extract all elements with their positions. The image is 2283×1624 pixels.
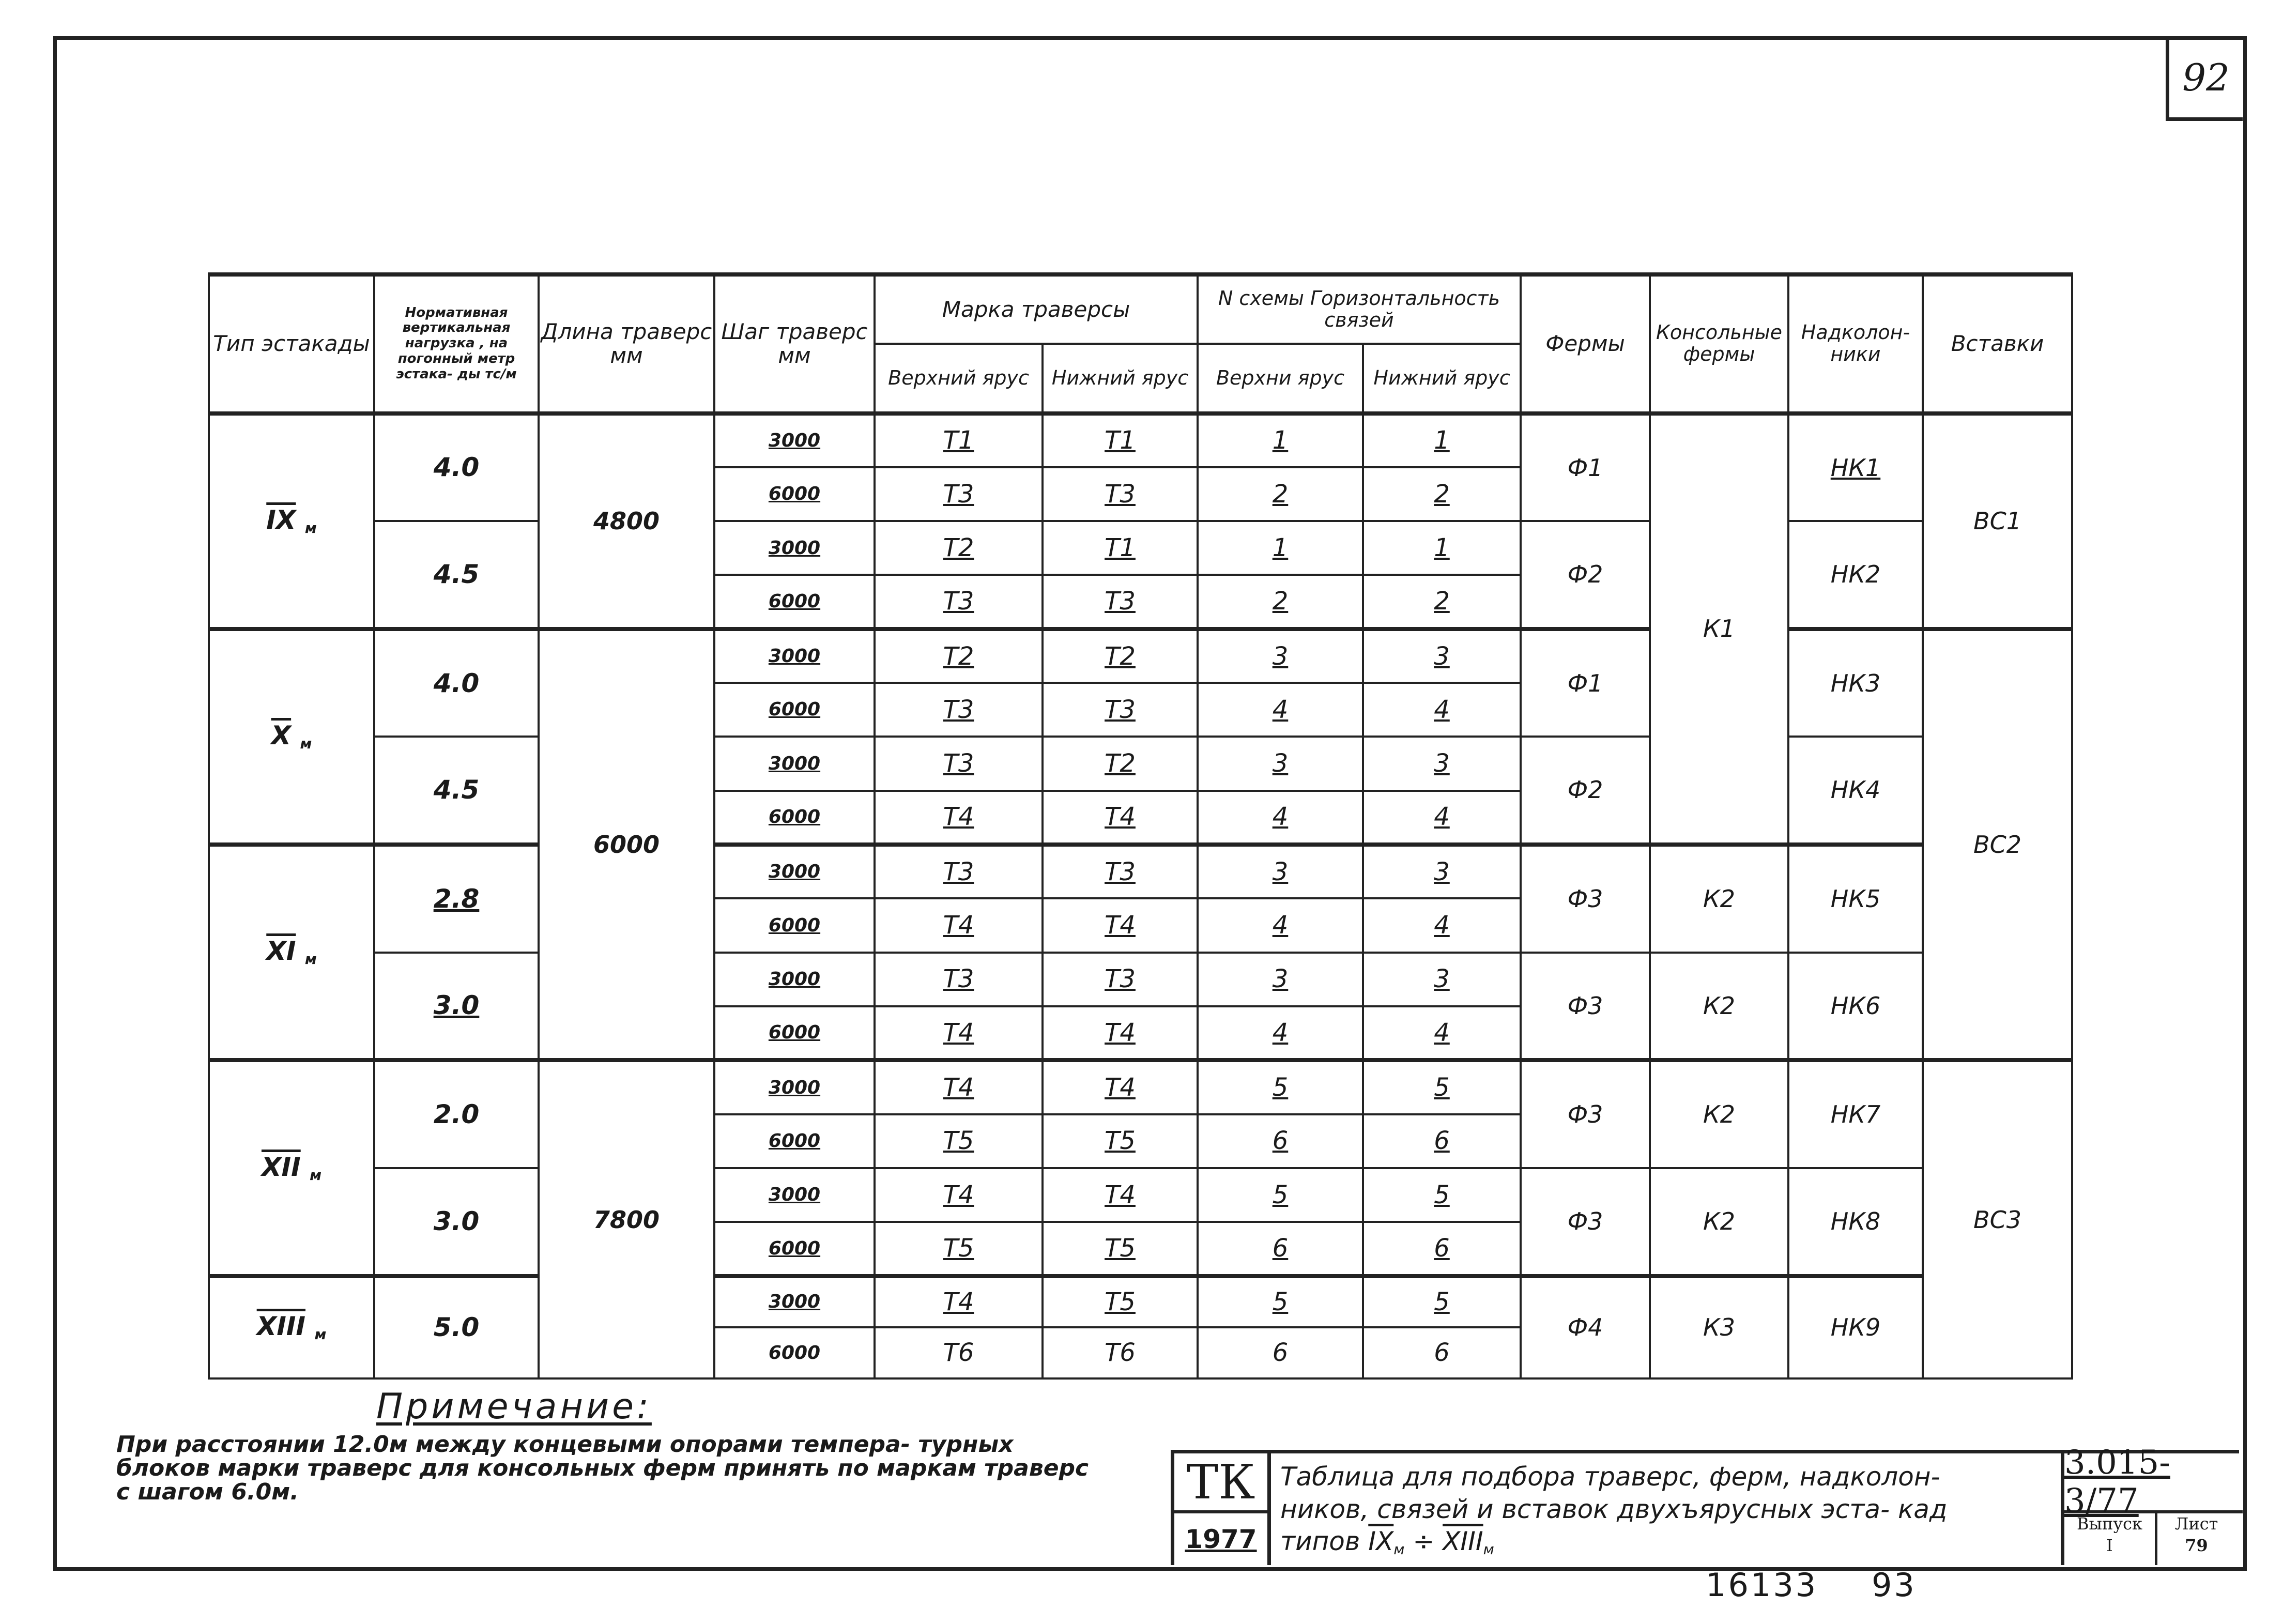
load-cell: 2.0 bbox=[374, 1060, 539, 1168]
header-lower-tier-scheme: Нижний ярус bbox=[1363, 344, 1521, 413]
upper-mark-cell: Т2 bbox=[875, 521, 1043, 575]
step-cell: 3000 bbox=[714, 953, 875, 1006]
type-cell: $\overline{X}$ $_м$ bbox=[209, 629, 374, 845]
upper-mark-cell: Т1 bbox=[875, 413, 1043, 467]
lower-scheme-cell: 4 bbox=[1363, 1006, 1521, 1060]
truss-cell: Ф3 bbox=[1521, 1060, 1650, 1168]
lower-scheme-cell: 6 bbox=[1363, 1114, 1521, 1168]
lower-scheme-cell: 2 bbox=[1363, 467, 1521, 521]
step-cell: 6000 bbox=[714, 1222, 875, 1276]
archive-numbers: 16133 93 bbox=[1706, 1566, 1917, 1604]
type-cell: $\overline{XI}$ $_м$ bbox=[209, 845, 374, 1060]
upper-scheme-cell: 4 bbox=[1198, 1006, 1363, 1060]
truss-cell: Ф4 bbox=[1521, 1276, 1650, 1378]
issue-label: Выпуск I bbox=[2061, 1513, 2157, 1565]
load-cell: 4.0 bbox=[374, 413, 539, 522]
upper-scheme-cell: 1 bbox=[1198, 521, 1363, 575]
upper-scheme-cell: 4 bbox=[1198, 683, 1363, 737]
step-cell: 6000 bbox=[714, 1006, 875, 1060]
step-cell: 3000 bbox=[714, 1060, 875, 1114]
length-cell: 6000 bbox=[539, 629, 714, 1061]
lower-scheme-cell: 3 bbox=[1363, 737, 1521, 790]
lower-scheme-cell: 4 bbox=[1363, 683, 1521, 737]
step-cell: 6000 bbox=[714, 575, 875, 629]
lower-scheme-cell: 6 bbox=[1363, 1327, 1521, 1378]
year-label: 1977 bbox=[1174, 1513, 1271, 1565]
lower-mark-cell: Т4 bbox=[1043, 1060, 1198, 1114]
column-cell: НК5 bbox=[1788, 845, 1923, 953]
column-cell: НК1 bbox=[1788, 413, 1923, 522]
upper-mark-cell: Т4 bbox=[875, 898, 1043, 952]
load-cell: 3.0 bbox=[374, 953, 539, 1061]
step-cell: 3000 bbox=[714, 521, 875, 575]
lower-mark-cell: Т3 bbox=[1043, 467, 1198, 521]
header-scheme: N схемы Горизонтальность связей bbox=[1198, 274, 1521, 344]
lower-mark-cell: Т4 bbox=[1043, 791, 1198, 845]
header-step: Шаг траверс мм bbox=[714, 274, 875, 413]
header-load: Нормативная вертикальная нагрузка , на погонный метр эстака- ды тс/м bbox=[374, 274, 539, 413]
load-cell: 2.8 bbox=[374, 845, 539, 953]
step-cell: 6000 bbox=[714, 791, 875, 845]
truss-cell: Ф1 bbox=[1521, 629, 1650, 737]
step-cell: 3000 bbox=[714, 845, 875, 898]
truss-cell: Ф3 bbox=[1521, 1168, 1650, 1276]
note-title: Примечание: bbox=[376, 1386, 652, 1427]
lower-mark-cell: Т5 bbox=[1043, 1114, 1198, 1168]
upper-mark-cell: Т4 bbox=[875, 1060, 1043, 1114]
column-cell: НК2 bbox=[1788, 521, 1923, 629]
lower-mark-cell: Т5 bbox=[1043, 1276, 1198, 1327]
header-lower-tier: Нижний ярус bbox=[1043, 344, 1198, 413]
page-number: 92 bbox=[2166, 37, 2243, 121]
upper-scheme-cell: 2 bbox=[1198, 467, 1363, 521]
lower-mark-cell: Т5 bbox=[1043, 1222, 1198, 1276]
load-cell: 4.5 bbox=[374, 737, 539, 845]
lower-mark-cell: Т4 bbox=[1043, 1168, 1198, 1222]
lower-scheme-cell: 6 bbox=[1363, 1222, 1521, 1276]
lower-scheme-cell: 3 bbox=[1363, 845, 1521, 898]
console-cell: К1 bbox=[1650, 413, 1788, 845]
lower-scheme-cell: 5 bbox=[1363, 1060, 1521, 1114]
type-cell: $\overline{IX}$ $_м$ bbox=[209, 413, 374, 629]
lower-mark-cell: Т1 bbox=[1043, 413, 1198, 467]
lower-scheme-cell: 5 bbox=[1363, 1276, 1521, 1327]
console-cell: К2 bbox=[1650, 845, 1788, 953]
step-cell: 3000 bbox=[714, 629, 875, 683]
step-cell: 6000 bbox=[714, 1114, 875, 1168]
lower-mark-cell: Т4 bbox=[1043, 1006, 1198, 1060]
upper-mark-cell: Т4 bbox=[875, 1276, 1043, 1327]
upper-scheme-cell: 3 bbox=[1198, 953, 1363, 1006]
column-cell: НК4 bbox=[1788, 737, 1923, 845]
lower-mark-cell: Т3 bbox=[1043, 953, 1198, 1006]
lower-scheme-cell: 3 bbox=[1363, 953, 1521, 1006]
insert-cell: ВС1 bbox=[1923, 413, 2072, 629]
step-cell: 6000 bbox=[714, 898, 875, 952]
header-console-trusses: Консольные фермы bbox=[1650, 274, 1788, 413]
upper-scheme-cell: 3 bbox=[1198, 845, 1363, 898]
console-cell: К2 bbox=[1650, 1060, 1788, 1168]
lower-mark-cell: Т3 bbox=[1043, 575, 1198, 629]
upper-scheme-cell: 6 bbox=[1198, 1222, 1363, 1276]
note-text: При расстоянии 12.0м между концевыми опорами темпера- турных блоков марки траверс для консольных ферм принять по маркам траверс с шагом 6.0м. bbox=[116, 1431, 1089, 1506]
upper-mark-cell: Т4 bbox=[875, 791, 1043, 845]
upper-scheme-cell: 4 bbox=[1198, 791, 1363, 845]
step-cell: 6000 bbox=[714, 683, 875, 737]
upper-mark-cell: Т3 bbox=[875, 575, 1043, 629]
upper-mark-cell: Т3 bbox=[875, 683, 1043, 737]
lower-mark-cell: Т2 bbox=[1043, 737, 1198, 790]
header-length: Длина траверс мм bbox=[539, 274, 714, 413]
load-cell: 5.0 bbox=[374, 1276, 539, 1378]
truss-cell: Ф3 bbox=[1521, 845, 1650, 953]
lower-scheme-cell: 5 bbox=[1363, 1168, 1521, 1222]
lower-scheme-cell: 1 bbox=[1363, 413, 1521, 467]
lower-scheme-cell: 3 bbox=[1363, 629, 1521, 683]
upper-scheme-cell: 5 bbox=[1198, 1276, 1363, 1327]
truss-cell: Ф1 bbox=[1521, 413, 1650, 522]
length-cell: 7800 bbox=[539, 1060, 714, 1378]
type-cell: XIII $_м$ bbox=[209, 1276, 374, 1378]
upper-mark-cell: Т6 bbox=[875, 1327, 1043, 1378]
length-cell: 4800 bbox=[539, 413, 714, 629]
upper-scheme-cell: 6 bbox=[1198, 1114, 1363, 1168]
column-cell: НК3 bbox=[1788, 629, 1923, 737]
upper-mark-cell: Т3 bbox=[875, 953, 1043, 1006]
lower-scheme-cell: 4 bbox=[1363, 791, 1521, 845]
load-cell: 4.0 bbox=[374, 629, 539, 737]
upper-mark-cell: Т3 bbox=[875, 845, 1043, 898]
lower-mark-cell: Т3 bbox=[1043, 683, 1198, 737]
org-mark: ТК bbox=[1174, 1453, 1271, 1513]
drawing-code: 3.015-3/77 bbox=[2061, 1453, 2243, 1513]
header-type: Тип эстакады bbox=[209, 274, 374, 413]
step-cell: 6000 bbox=[714, 467, 875, 521]
lower-mark-cell: Т2 bbox=[1043, 629, 1198, 683]
upper-mark-cell: Т4 bbox=[875, 1006, 1043, 1060]
truss-cell: Ф2 bbox=[1521, 521, 1650, 629]
lower-scheme-cell: 4 bbox=[1363, 898, 1521, 952]
upper-mark-cell: Т2 bbox=[875, 629, 1043, 683]
upper-scheme-cell: 1 bbox=[1198, 413, 1363, 467]
step-cell: 6000 bbox=[714, 1327, 875, 1378]
column-cell: НК8 bbox=[1788, 1168, 1923, 1276]
step-cell: 3000 bbox=[714, 737, 875, 790]
upper-scheme-cell: 3 bbox=[1198, 737, 1363, 790]
upper-mark-cell: Т4 bbox=[875, 1168, 1043, 1222]
upper-scheme-cell: 3 bbox=[1198, 629, 1363, 683]
upper-mark-cell: Т5 bbox=[875, 1222, 1043, 1276]
header-inserts: Вставки bbox=[1923, 274, 2072, 413]
type-cell: $\overline{XII}$ $_м$ bbox=[209, 1060, 374, 1276]
lower-mark-cell: Т1 bbox=[1043, 521, 1198, 575]
insert-cell: ВС3 bbox=[1923, 1060, 2072, 1378]
header-upper-tier-scheme: Верхни ярус bbox=[1198, 344, 1363, 413]
console-cell: К2 bbox=[1650, 953, 1788, 1061]
lower-scheme-cell: 2 bbox=[1363, 575, 1521, 629]
upper-scheme-cell: 4 bbox=[1198, 898, 1363, 952]
column-cell: НК9 bbox=[1788, 1276, 1923, 1378]
lower-scheme-cell: 1 bbox=[1363, 521, 1521, 575]
column-cell: НК7 bbox=[1788, 1060, 1923, 1168]
upper-mark-cell: Т3 bbox=[875, 467, 1043, 521]
load-cell: 3.0 bbox=[374, 1168, 539, 1276]
truss-cell: Ф3 bbox=[1521, 953, 1650, 1061]
upper-scheme-cell: 5 bbox=[1198, 1168, 1363, 1222]
header-trusses: Фермы bbox=[1521, 274, 1650, 413]
upper-scheme-cell: 6 bbox=[1198, 1327, 1363, 1378]
lower-mark-cell: Т6 bbox=[1043, 1327, 1198, 1378]
lower-mark-cell: Т4 bbox=[1043, 898, 1198, 952]
upper-scheme-cell: 5 bbox=[1198, 1060, 1363, 1114]
sheet-label: Лист 79 bbox=[2174, 1514, 2218, 1555]
header-columns: Надколон- ники bbox=[1788, 274, 1923, 413]
step-cell: 3000 bbox=[714, 413, 875, 467]
header-upper-tier: Верхний ярус bbox=[875, 344, 1043, 413]
header-traverse-mark: Марка траверсы bbox=[875, 274, 1198, 344]
truss-cell: Ф2 bbox=[1521, 737, 1650, 845]
step-cell: 3000 bbox=[714, 1168, 875, 1222]
column-cell: НК6 bbox=[1788, 953, 1923, 1061]
selection-table bbox=[208, 272, 2073, 1380]
load-cell: 4.5 bbox=[374, 521, 539, 629]
drawing-title: Таблица для подбора траверс, ферм, надколон- ников, связей и вставок двухъярусных эста- кад типов $\overline{IX}_м$ ÷ $XIII_м$ bbox=[1280, 1462, 1948, 1558]
lower-mark-cell: Т3 bbox=[1043, 845, 1198, 898]
console-cell: К2 bbox=[1650, 1168, 1788, 1276]
upper-scheme-cell: 2 bbox=[1198, 575, 1363, 629]
step-cell: 3000 bbox=[714, 1276, 875, 1327]
title-block bbox=[1171, 1444, 2239, 1565]
insert-cell: ВС2 bbox=[1923, 629, 2072, 1061]
upper-mark-cell: Т3 bbox=[875, 737, 1043, 790]
upper-mark-cell: Т5 bbox=[875, 1114, 1043, 1168]
console-cell: К3 bbox=[1650, 1276, 1788, 1378]
